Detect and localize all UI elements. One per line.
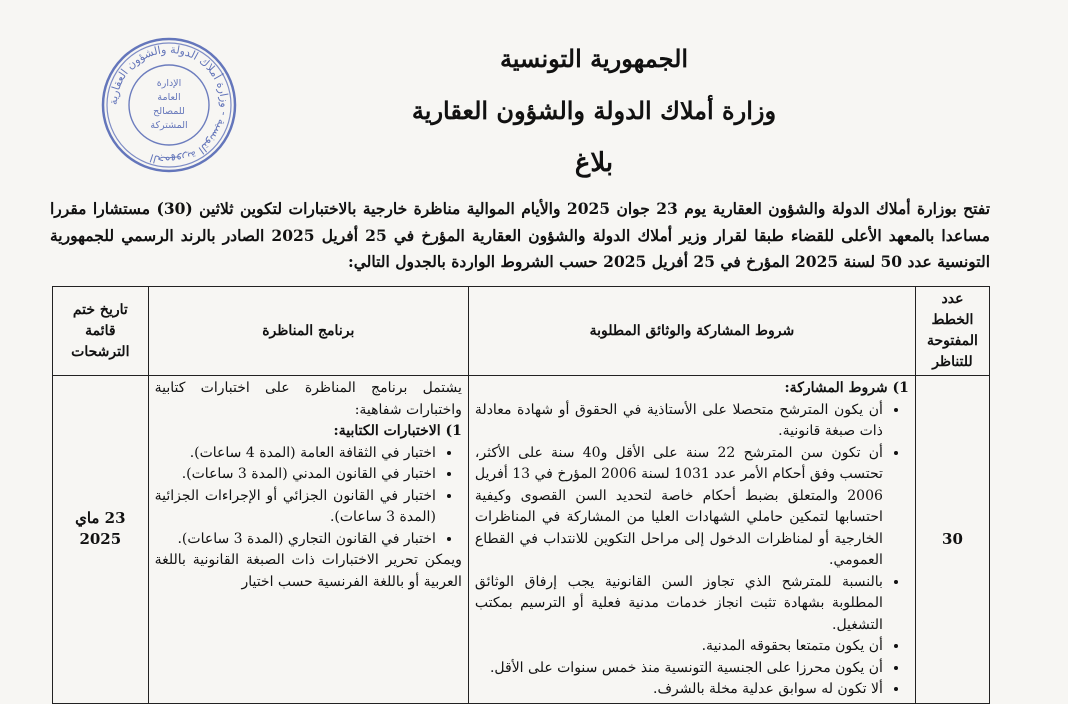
list-item: • اختبار في القانون المدني (المدة 3 ساعات). [155, 464, 436, 486]
program-cell [148, 376, 468, 704]
conditions-list [475, 400, 909, 701]
list-item: • أن يكون المترشح متحصلا على الأستاذية في الحقوق أو شهادة معادلة ذات صبغة قانونية. [475, 400, 883, 443]
list-item: • اختبار في القانون الجزائي أو الإجراءات الجزائية (المدة 3 ساعات). [155, 486, 436, 529]
table-row [53, 376, 990, 704]
svg-text:الجمهورية التونسية - وزارة أمل: الجمهورية التونسية - وزارة أملاك الدولة والشؤون العقارية [106, 42, 232, 168]
notice-title: بلاغ [574, 148, 614, 178]
header-deadline: تاريخ ختم قائمة الترشحات [53, 287, 149, 376]
stamp-inner-line: الإدارة [156, 78, 182, 89]
deadline-cell [53, 376, 149, 704]
republic-title: الجمهورية التونسية [499, 44, 689, 73]
conditions-cell [468, 376, 915, 704]
stamp-inner-line: العامة [157, 92, 181, 103]
stamp-inner-line: المشتركة [150, 120, 188, 131]
competition-table [52, 286, 990, 704]
table-header-row [53, 287, 990, 376]
list-item: • بالنسبة للمترشح الذي تجاوز السن القانونية يجب إرفاق الوثائق المطلوبة بشهادة تثبت انجاز خدمات مدنية فعلية أو الترسيم بمكتب التشغيل. [475, 572, 883, 637]
program-intro: يشتمل برنامج المناظرة على اختبارات كتابية واختبارات شفاهية: [154, 380, 462, 418]
header-program: برنامج المناظرة [148, 287, 468, 376]
header-conditions: شروط المشاركة والوثائق المطلوبة [468, 287, 915, 376]
list-item: • أن تكون سن المترشح 22 سنة على الأقل و40 سنة على الأكثر، تحتسب وفق أحكام الأمر عدد 1031 لسنة 2006 المؤرخ في 13 أفريل 2006 والمتعلق بضبط أحكام خاصة لتحديد السن القصوى وكيفية احتسابها لتمكين حاملي الشهادات العليا من المشاركة في المناظرات الخارجية أو لمناظرات الدخول إلى مراحل التكوين للانتداب في القطاع العمومي. [475, 443, 883, 572]
program-list [155, 443, 462, 551]
deadline-date: 23 ماي 2025 [75, 508, 126, 549]
list-item: • ألا تكون له سوابق عدلية مخلة بالشرف. [475, 679, 883, 701]
program-note: ويمكن تحرير الاختبارات ذات الصبغة القانونية باللغة العربية أو باللغة الفرنسية حسب اختيار [154, 552, 462, 590]
conditions-title: 1) شروط المشاركة: [784, 380, 909, 396]
list-item: • أن يكون متمتعا بحقوقه المدنية. [475, 636, 883, 658]
stamp-inner-line: للمصالح [153, 106, 185, 117]
header-positions: عدد الخطط المفتوحة للتناظر [915, 287, 989, 376]
list-item: • أن يكون محرزا على الجنسية التونسية منذ خمس سنوات على الأقل. [475, 658, 883, 680]
program-title: 1) الاختبارات الكتابية: [333, 423, 462, 439]
list-item: • اختبار في القانون التجاري (المدة 3 ساعات). [155, 529, 436, 551]
ministry-title: وزارة أملاك الدولة والشؤون العقارية [411, 96, 777, 125]
intro-paragraph: تفتح بوزارة أملاك الدولة والشؤون العقارية يوم 23 جوان 2025 والأيام الموالية مناظرة خارجية بالاختبارات لتكوين ثلاثين (30) مستشارا مقررا مساعدا بالمعهد الأعلى للقضاء طبقا لقرار وزير أملاك الدولة والشؤون العقارية المؤرخ في 25 أفريل 2025 الصادر بالرند الرسمي للجمهورية التونسية عدد 50 لسنة 2025 المؤرخ في 25 أفريل 2025 حسب الشروط الواردة بالجدول التالي: [50, 199, 991, 271]
positions-count: 30 [915, 376, 989, 704]
list-item: • اختبار في الثقافة العامة (المدة 4 ساعات). [155, 443, 436, 465]
